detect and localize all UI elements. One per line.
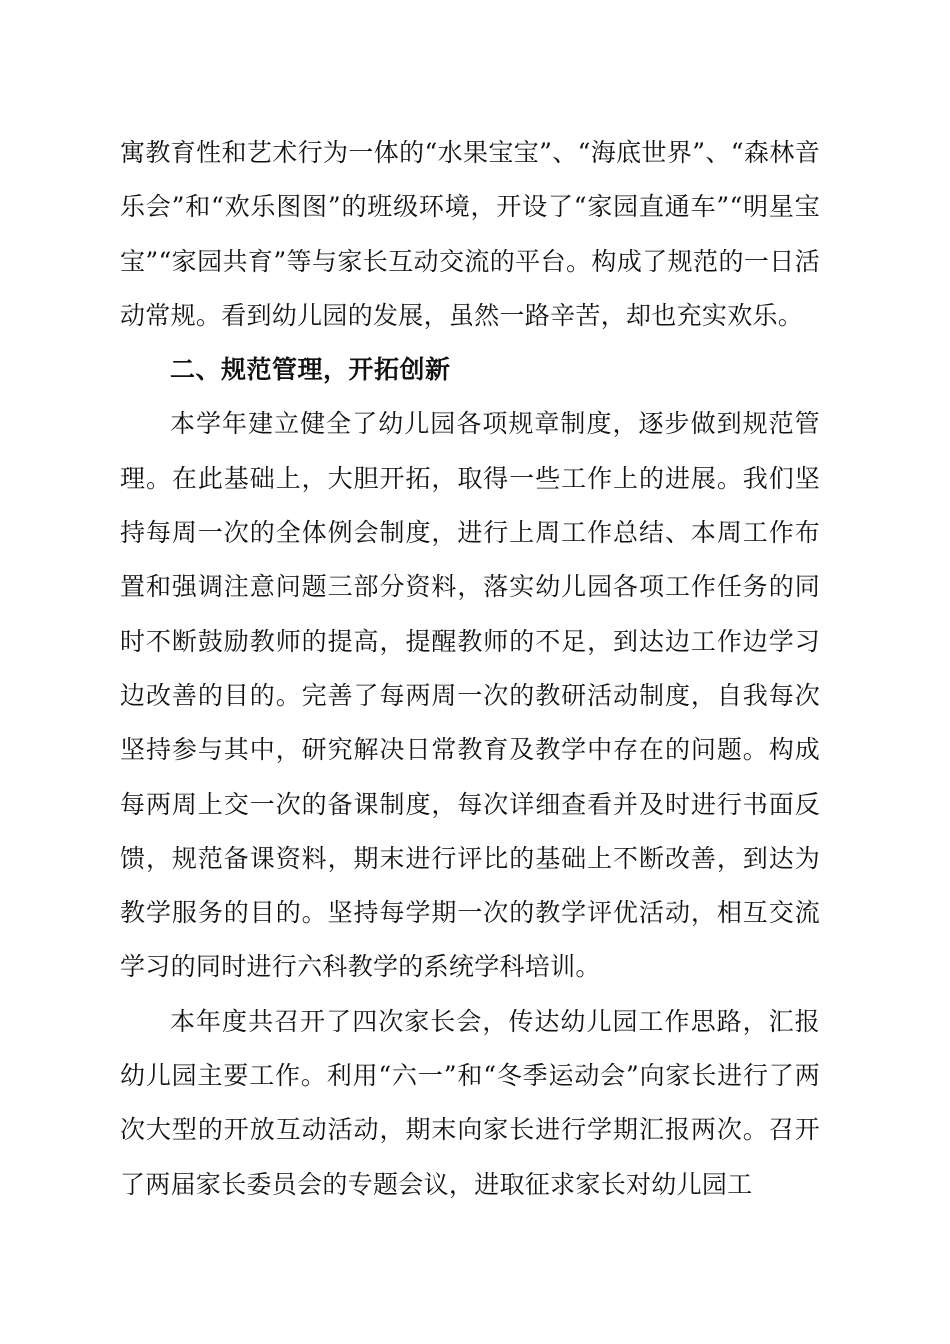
section-heading: 二、规范管理，开拓创新 xyxy=(170,355,451,385)
paragraph-management: 本学年建立健全了幼儿园各项规章制度，逐步做到规范管理。在此基础上，大胆开拓，取得一些工作上的进展。我们坚持每周一次的全体例会制度，进行上周工作总结、本周工作布置和强调注意问题三部分资料，落实幼儿园各项工作任务的同时不断鼓励教师的提高，提醒教师的不足，到达边工作边学习边改善的目的。完善了每两周一次的教研活动制度，自我每次坚持参与其中，研究解决日常教育及教学中存在的问题。构成每两周上交一次的备课制度，每次详细查看并及时进行书面反馈，规范备课资料，期末进行评比的基础上不断改善，到达为教学服务的目的。坚持每学期一次的教学评优活动，相互交流学习的同时进行六科教学的系统学科培训。 xyxy=(120,409,820,982)
paragraph-parent-meetings: 本年度共召开了四次家长会，传达幼儿园工作思路，汇报幼儿园主要工作。利用“六一”和“冬季运动会”向家长进行了两次大型的开放互动活动，期末向家长进行学期汇报两次。召开了两届家长委员会的专题会议，进取征求家长对幼儿园工 xyxy=(120,1006,820,1199)
document-body xyxy=(120,126,820,1212)
paragraph-continuation: 寓教育性和艺术行为一体的“水果宝宝”、“海底世界”、“森林音乐会”和“欢乐图图”的班级环境，开设了“家园直通车”“明星宝宝”“家园共育”等与家长互动交流的平台。构成了规范的一日活动常规。看到幼儿园的发展，虽然一路辛苦，却也充实欢乐。 xyxy=(120,138,820,330)
